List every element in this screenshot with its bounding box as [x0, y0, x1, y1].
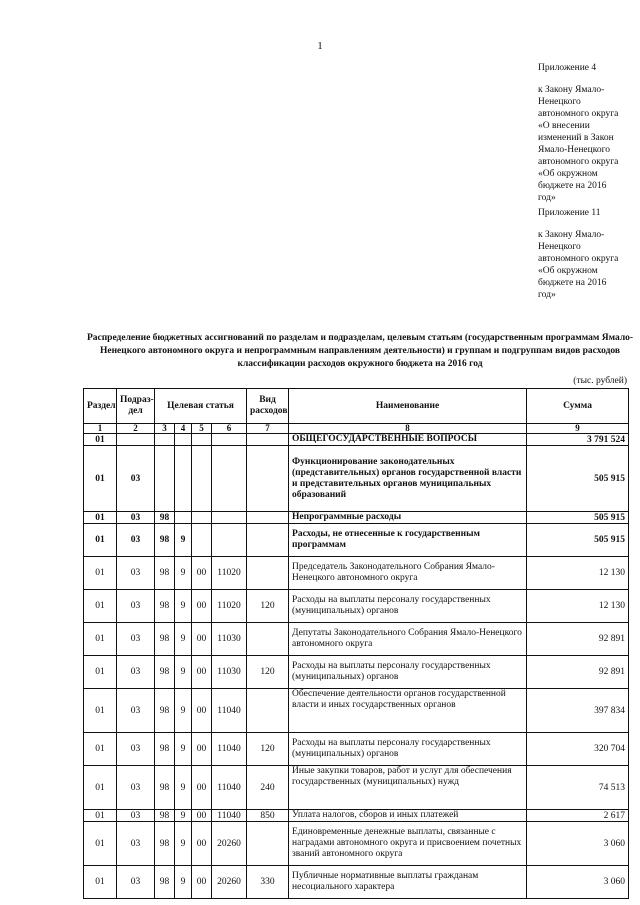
cell-razdel: 01 [84, 766, 117, 810]
cell-name: Депутаты Законодательного Собрания Ямало-Ненецкого автономного округа [289, 623, 527, 656]
cell-name: Расходы на выплаты персоналу государственных (муниципальных) органов [289, 733, 527, 766]
cell-vid [247, 524, 289, 557]
cell-celevaya-2: 9 [175, 557, 192, 590]
cell-celevaya-2: 9 [175, 766, 192, 810]
cell-sum: 505 915 [527, 446, 629, 512]
header-razdel: Раздел [84, 389, 117, 424]
cell-vid: 120 [247, 733, 289, 766]
cell-vid [247, 689, 289, 733]
table-row [84, 822, 629, 866]
column-number: 2 [117, 424, 155, 434]
cell-name: Расходы на выплаты персоналу государственных (муниципальных) органов [289, 590, 527, 623]
cell-celevaya-2 [175, 446, 192, 512]
cell-name: Публичные нормативные выплаты гражданам несоциального характера [289, 866, 527, 899]
units-label: (тыс. рублей) [573, 376, 627, 386]
cell-celevaya-4 [212, 524, 247, 557]
cell-vid: 850 [247, 810, 289, 822]
cell-celevaya-2: 9 [175, 810, 192, 822]
cell-celevaya-4: 11020 [212, 557, 247, 590]
cell-podrazdel: 03 [117, 766, 155, 810]
annex-1-line: Ямало-Ненецкого [538, 145, 610, 155]
cell-celevaya-1 [155, 434, 175, 446]
header-summa: Сумма [527, 389, 629, 424]
cell-celevaya-2: 9 [175, 733, 192, 766]
cell-celevaya-4: 20260 [212, 866, 247, 899]
cell-sum: 12 130 [527, 590, 629, 623]
cell-celevaya-2 [175, 434, 192, 446]
cell-podrazdel: 03 [117, 810, 155, 822]
cell-vid: 120 [247, 656, 289, 689]
annex-2-title: Приложение 11 [538, 208, 601, 218]
cell-vid [247, 434, 289, 446]
cell-name: Расходы на выплаты персоналу государственных (муниципальных) органов [289, 656, 527, 689]
column-number: 6 [212, 424, 247, 434]
budget-table [83, 388, 629, 899]
cell-celevaya-2: 9 [175, 590, 192, 623]
cell-sum: 12 130 [527, 557, 629, 590]
cell-podrazdel: 03 [117, 656, 155, 689]
page-number: 1 [317, 40, 323, 52]
cell-podrazdel: 03 [117, 733, 155, 766]
cell-celevaya-2: 9 [175, 524, 192, 557]
cell-celevaya-4: 11030 [212, 656, 247, 689]
annex-2-line: «Об окружном [538, 266, 598, 276]
cell-celevaya-3 [192, 512, 212, 524]
cell-celevaya-3: 00 [192, 822, 212, 866]
cell-sum: 505 915 [527, 512, 629, 524]
annex-1-line: автономного округа [538, 109, 619, 119]
table-row [84, 434, 629, 446]
cell-celevaya-4: 11020 [212, 590, 247, 623]
cell-vid [247, 557, 289, 590]
table-row [84, 446, 629, 512]
cell-name: ОБЩЕГОСУДАРСТВЕННЫЕ ВОПРОСЫ [289, 434, 527, 446]
column-number: 7 [247, 424, 289, 434]
cell-name: Уплата налогов, сборов и иных платежей [289, 810, 527, 822]
cell-podrazdel: 03 [117, 822, 155, 866]
cell-celevaya-2: 9 [175, 866, 192, 899]
cell-vid: 330 [247, 866, 289, 899]
table-row [84, 866, 629, 899]
annex-2-line: год» [538, 290, 556, 300]
cell-name: Функционирование законодательных (представительных) органов государственной власти и представительных органов муниципальных образований [289, 446, 527, 512]
annex-1-title: Приложение 4 [538, 63, 597, 73]
cell-sum: 2 617 [527, 810, 629, 822]
cell-celevaya-1: 98 [155, 512, 175, 524]
cell-celevaya-3: 00 [192, 866, 212, 899]
cell-celevaya-2: 9 [175, 822, 192, 866]
column-number: 1 [84, 424, 117, 434]
cell-celevaya-3: 00 [192, 656, 212, 689]
cell-sum: 74 513 [527, 766, 629, 810]
cell-celevaya-3: 00 [192, 623, 212, 656]
cell-celevaya-2: 9 [175, 623, 192, 656]
cell-vid [247, 512, 289, 524]
column-number: 8 [289, 424, 527, 434]
cell-razdel: 01 [84, 524, 117, 557]
table-row [84, 810, 629, 822]
cell-celevaya-2 [175, 512, 192, 524]
annex-2-line: автономного округа [538, 254, 619, 264]
cell-celevaya-4 [212, 512, 247, 524]
cell-celevaya-4 [212, 434, 247, 446]
cell-podrazdel: 03 [117, 512, 155, 524]
cell-name: Иные закупки товаров, работ и услуг для обеспечения государственных (муниципальных) нужд [289, 766, 527, 810]
cell-celevaya-3: 00 [192, 689, 212, 733]
annex-block-2 [538, 207, 634, 301]
cell-celevaya-4: 11040 [212, 689, 247, 733]
cell-razdel: 01 [84, 822, 117, 866]
cell-razdel: 01 [84, 446, 117, 512]
cell-podrazdel: 03 [117, 557, 155, 590]
table-row [84, 590, 629, 623]
annex-2-line: к Закону Ямало- [538, 230, 605, 240]
annex-2-line: Ненецкого [538, 242, 581, 252]
cell-celevaya-1: 98 [155, 590, 175, 623]
cell-razdel: 01 [84, 512, 117, 524]
cell-celevaya-3: 00 [192, 733, 212, 766]
cell-sum: 3 791 524 [527, 434, 629, 446]
cell-razdel: 01 [84, 434, 117, 446]
cell-podrazdel: 03 [117, 446, 155, 512]
cell-name: Обеспечение деятельности органов государственной власти и иных государственных органов [289, 689, 527, 733]
cell-celevaya-3 [192, 524, 212, 557]
cell-name: Расходы, не отнесенные к государственным программам [289, 524, 527, 557]
cell-sum: 92 891 [527, 656, 629, 689]
cell-vid [247, 623, 289, 656]
header-naimenovanie: Наименование [289, 389, 527, 424]
cell-celevaya-1: 98 [155, 656, 175, 689]
column-number: 9 [527, 424, 629, 434]
cell-name: Председатель Законодательного Собрания Ямало-Ненецкого автономного округа [289, 557, 527, 590]
table-row [84, 689, 629, 733]
cell-podrazdel: 03 [117, 866, 155, 899]
cell-sum: 320 704 [527, 733, 629, 766]
table-row [84, 766, 629, 810]
table-row [84, 733, 629, 766]
cell-celevaya-4: 11030 [212, 623, 247, 656]
cell-celevaya-4: 11040 [212, 733, 247, 766]
table-row [84, 557, 629, 590]
cell-podrazdel: 03 [117, 623, 155, 656]
cell-celevaya-1 [155, 446, 175, 512]
annex-1-line: к Закону Ямало- [538, 85, 605, 95]
cell-celevaya-4: 20260 [212, 822, 247, 866]
column-number: 5 [192, 424, 212, 434]
cell-sum: 505 915 [527, 524, 629, 557]
cell-podrazdel [117, 434, 155, 446]
cell-razdel: 01 [84, 656, 117, 689]
cell-name: Непрограммные расходы [289, 512, 527, 524]
annex-1-line: автономного округа [538, 157, 619, 167]
cell-celevaya-3: 00 [192, 590, 212, 623]
cell-celevaya-3: 00 [192, 766, 212, 810]
cell-celevaya-1: 98 [155, 689, 175, 733]
cell-celevaya-2: 9 [175, 656, 192, 689]
annex-1-line: «О внесении [538, 121, 590, 131]
cell-podrazdel: 03 [117, 590, 155, 623]
cell-razdel: 01 [84, 810, 117, 822]
column-number: 4 [175, 424, 192, 434]
annex-1-line: бюджете на 2016 [538, 181, 607, 191]
cell-sum: 3 060 [527, 822, 629, 866]
annex-2-line: бюджете на 2016 [538, 278, 607, 288]
cell-celevaya-1: 98 [155, 733, 175, 766]
annex-block-1 [538, 62, 634, 204]
cell-razdel: 01 [84, 623, 117, 656]
cell-vid: 240 [247, 766, 289, 810]
cell-celevaya-4 [212, 446, 247, 512]
cell-celevaya-1: 98 [155, 866, 175, 899]
header-podrazdel: Подраз-дел [117, 389, 155, 424]
cell-podrazdel: 03 [117, 524, 155, 557]
cell-vid [247, 822, 289, 866]
annex-1-line: изменений в Закон [538, 133, 614, 143]
cell-celevaya-1: 98 [155, 623, 175, 656]
cell-razdel: 01 [84, 733, 117, 766]
cell-celevaya-1: 98 [155, 766, 175, 810]
cell-celevaya-3: 00 [192, 557, 212, 590]
cell-celevaya-1: 98 [155, 557, 175, 590]
annex-1-line: год» [538, 193, 556, 203]
cell-celevaya-4: 11040 [212, 810, 247, 822]
cell-razdel: 01 [84, 590, 117, 623]
cell-celevaya-3 [192, 446, 212, 512]
cell-celevaya-1: 98 [155, 524, 175, 557]
cell-razdel: 01 [84, 866, 117, 899]
column-number: 3 [155, 424, 175, 434]
cell-sum: 92 891 [527, 623, 629, 656]
table-row [84, 512, 629, 524]
cell-podrazdel: 03 [117, 689, 155, 733]
cell-sum: 3 060 [527, 866, 629, 899]
header-celevaya-statya: Целевая статья [155, 389, 247, 424]
document-heading: Распределение бюджетных ассигнований по разделам и подразделам, целевым статьям (государственным программам Ямало-Ненецкого автономного округа и непрограммным направлениям деятельности) и группам и подгруппам видов расходов классификации расходов окружного бюджета на 2016 год [86, 333, 634, 369]
cell-celevaya-1: 98 [155, 822, 175, 866]
cell-celevaya-1: 98 [155, 810, 175, 822]
cell-razdel: 01 [84, 557, 117, 590]
cell-celevaya-3 [192, 434, 212, 446]
annex-1-line: «Об окружном [538, 169, 598, 179]
table-row [84, 623, 629, 656]
cell-celevaya-3: 00 [192, 810, 212, 822]
cell-sum: 397 834 [527, 689, 629, 733]
cell-celevaya-4: 11040 [212, 766, 247, 810]
header-vid-rashodov: Вид расходов [247, 389, 289, 424]
table-row [84, 524, 629, 557]
cell-razdel: 01 [84, 689, 117, 733]
cell-vid: 120 [247, 590, 289, 623]
table-row [84, 656, 629, 689]
annex-1-line: Ненецкого [538, 97, 581, 107]
cell-celevaya-2: 9 [175, 689, 192, 733]
cell-vid [247, 446, 289, 512]
cell-name: Единовременные денежные выплаты, связанные с наградами автономного округа и присвоением почетных званий автономного округа [289, 822, 527, 866]
